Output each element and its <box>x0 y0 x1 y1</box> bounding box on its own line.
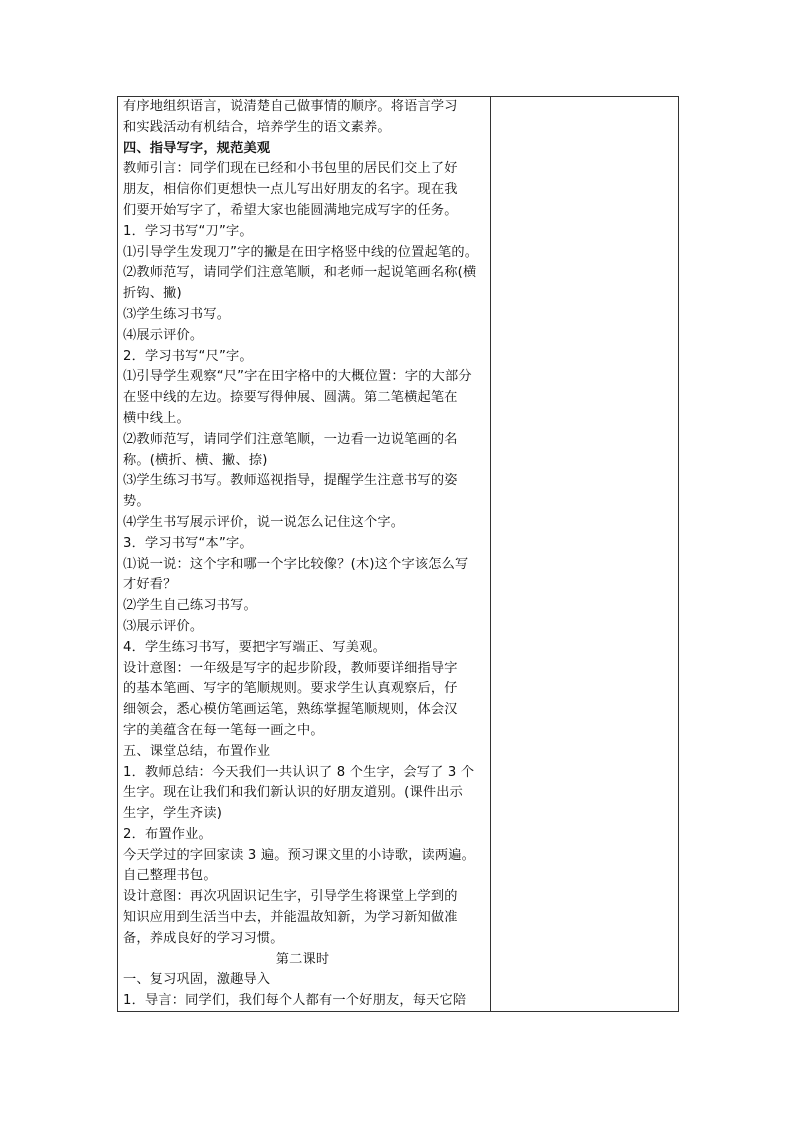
text-line: 有序地组织语言，说清楚自己做事情的顺序。将语言学习 <box>123 99 458 114</box>
text-line: 设计意图：一年级是写字的起步阶段，教师要详细指导字 <box>123 660 458 676</box>
text-line: 自己整理书包。 <box>123 868 217 884</box>
text-line: ⑶学生练习书写。 <box>123 306 231 322</box>
text-line: 3．学习书写“本”字。 <box>123 535 253 551</box>
lesson-content-column <box>118 97 491 1011</box>
text-line: 称。(横折、横、撇、捺) <box>123 452 268 468</box>
text-line: ⑴说一说：这个字和哪一个字比较像？(木)这个字该怎么写 <box>123 556 469 572</box>
text-line: 生字。现在让我们和我们新认识的好朋友道别。(课件出示 <box>123 785 464 801</box>
text-line: 教师引言：同学们现在已经和小书包里的居民们交上了好 <box>123 161 458 177</box>
text-line: ⑴引导学生发现刀”字的撇是在田字格竖中线的位置起笔的。 <box>123 244 479 260</box>
text-line: 一、复习巩固，激趣导入 <box>123 972 271 988</box>
text-line: 们要开始写字了，希望大家也能圆满地完成写字的任务。 <box>123 202 458 218</box>
text-line: 细领会，悉心模仿笔画运笔，熟练掌握笔顺规则，体会汉 <box>123 702 458 718</box>
text-line: ⑵学生自己练习书写。 <box>123 598 257 614</box>
text-line: 生字，学生齐读) <box>123 806 223 822</box>
text-line: ⑵教师范写，请同学们注意笔顺，和老师一起说笔画名称(横 <box>123 265 477 281</box>
text-line: 今天学过的字回家读 3 遍。预习课文里的小诗歌，读两遍。 <box>123 847 476 863</box>
text-line: ⑷展示评价。 <box>123 327 204 343</box>
lesson-plan-table <box>117 96 679 1012</box>
text-line: 2．学习书写“尺”字。 <box>123 348 253 364</box>
text-line: 折钩、撇) <box>123 286 182 302</box>
text-line: 知识应用到生活当中去，并能温故知新，为学习新知做准 <box>123 910 458 926</box>
text-line: 才好看？ <box>123 577 177 593</box>
text-line: 1．教师总结：今天我们一共认识了 8 个生字，会写了 3 个 <box>123 764 475 780</box>
text-line: 横中线上。 <box>123 410 190 426</box>
text-line: 2．布置作业。 <box>123 826 212 842</box>
text-line: ⑴引导学生观察“尺”字在田字格中的大概位置：字的大部分 <box>123 369 472 385</box>
text-line: 在竖中线的左边。捺要写得伸展、圆满。第二笔横起笔在 <box>123 390 458 406</box>
text-line: 4．学生练习书写，要把字写端正、写美观。 <box>123 639 386 655</box>
text-line: 朋友，相信你们更想快一点儿写出好朋友的名字。现在我 <box>123 182 458 198</box>
text-line: 字的美蕴含在每一笔每一画之中。 <box>123 722 324 738</box>
section-heading: 第二课时 <box>275 951 330 967</box>
text-line: ⑵教师范写，请同学们注意笔顺，一边看一边说笔画的名 <box>123 431 458 447</box>
text-line: ⑶展示评价。 <box>123 618 204 634</box>
text-line: 1．学习书写“刀”字。 <box>123 223 253 239</box>
text-line: 五、课堂总结，布置作业 <box>123 743 271 759</box>
text-line: 的基本笔画、写字的笔顺规则。要求学生认真观察后，仔 <box>123 681 458 697</box>
notes-column <box>491 97 678 1011</box>
text-line: 和实践活动有机结合，培养学生的语文素养。 <box>123 119 391 135</box>
text-line: 设计意图：再次巩固识记生字，引导学生将课堂上学到的 <box>123 889 458 905</box>
text-line: 1．导言：同学们，我们每个人都有一个好朋友，每天它陪 <box>123 993 467 1009</box>
text-line: 四、指导写字，规范美观 <box>123 140 271 156</box>
text-line: 备，养成良好的学习习惯。 <box>123 930 284 946</box>
text-line: 势。 <box>123 494 150 510</box>
text-line: ⑶学生练习书写。教师巡视指导，提醒学生注意书写的姿 <box>123 473 458 489</box>
text-line: ⑷学生书写展示评价，说一说怎么记住这个字。 <box>123 514 405 530</box>
